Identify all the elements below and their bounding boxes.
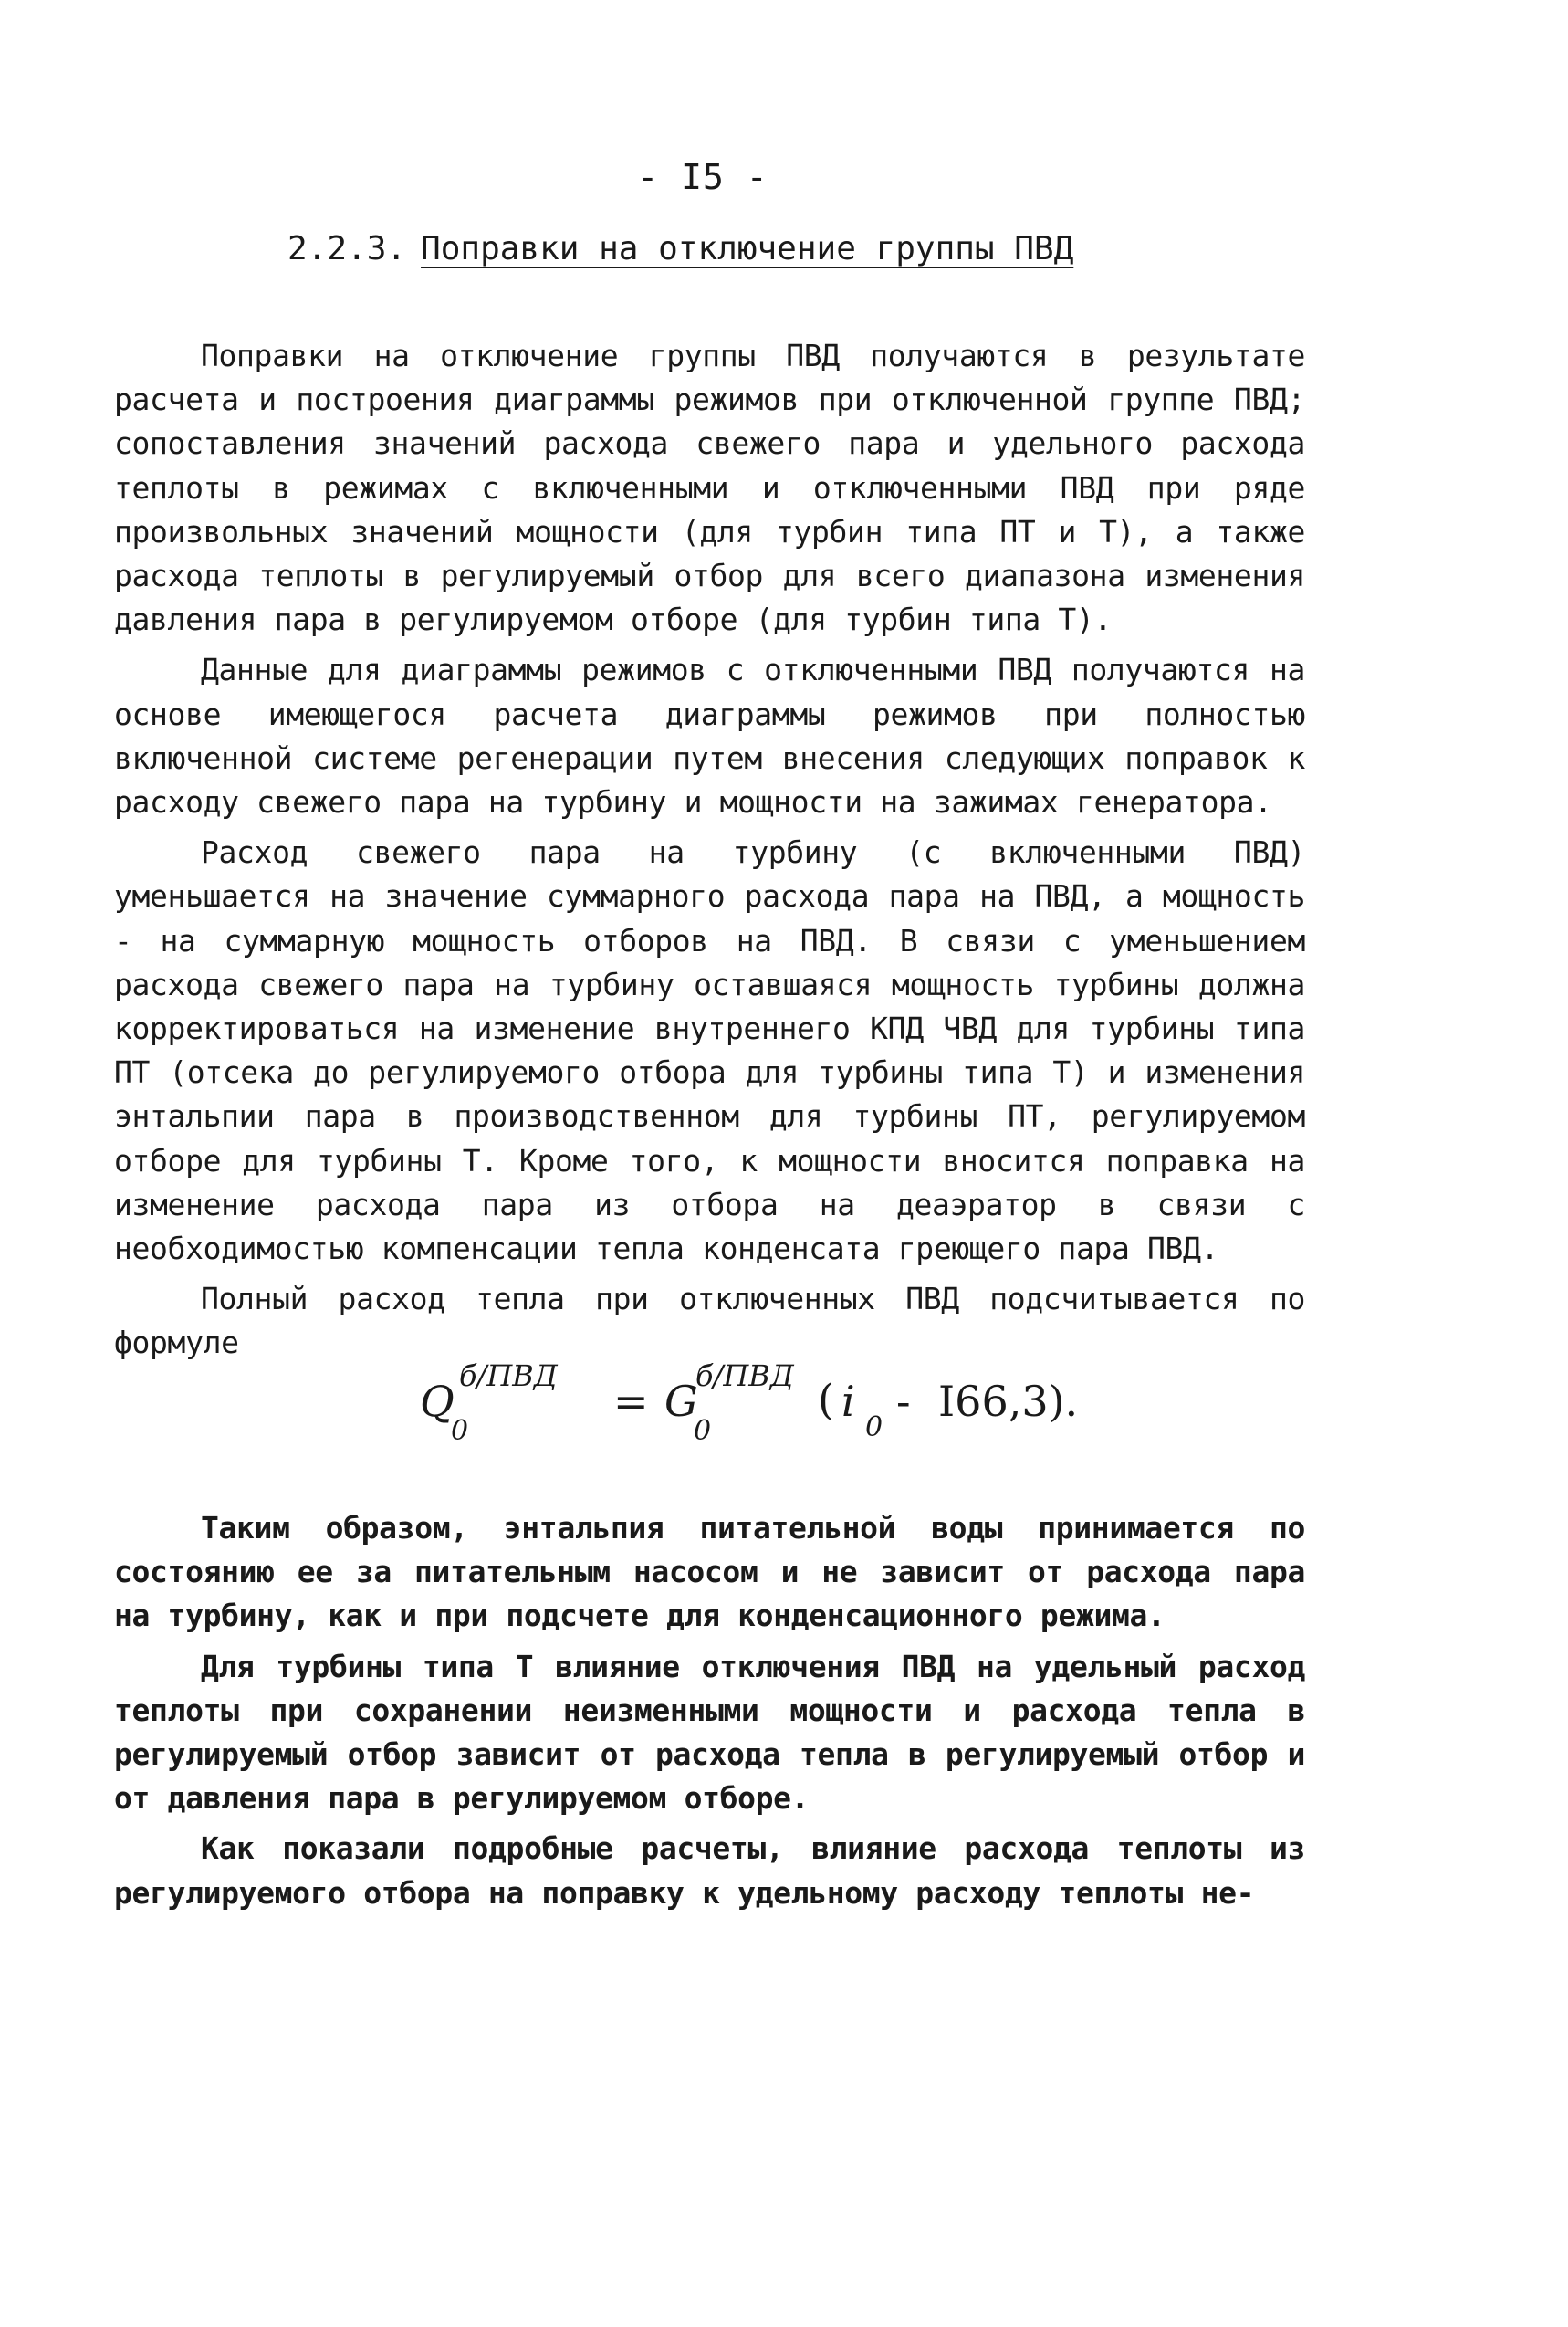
paragraph-1: Поправки на отключение группы ПВД получаются в результате расчета и построения диаграммы режимов при отключенной группе ПВД; сопоставления значений расхода свежего пара и удельного расхода теплоты в режимах с включенными и отключенными ПВД при ряде произвольных значений мощности (для турбин типа ПТ и Т), а также расхода теплоты в регулируемый отбор для всего диапазона изменения давления пара в регулируемом отборе (для турбин типа Т).: [114, 338, 1305, 638]
formula-q-symbol: Q: [420, 1377, 455, 1426]
section-heading: [287, 230, 1073, 267]
formula-g-symbol: G: [664, 1377, 698, 1426]
formula-open-paren: (: [818, 1375, 834, 1424]
paragraph-4: Полный расход тепла при отключенных ПВД подсчитывается по формуле: [114, 1281, 1305, 1361]
section-title: Поправки на отключение группы ПВД: [421, 230, 1074, 267]
page-number: - I5 -: [637, 157, 768, 197]
formula-q-subscript: 0: [451, 1415, 469, 1447]
formula-i-subscript: 0: [865, 1411, 883, 1443]
formula-constant: I66,3).: [938, 1377, 1079, 1426]
formula-minus: -: [896, 1377, 911, 1426]
formula-g-subscript: 0: [694, 1415, 712, 1447]
formula-q-superscript: б/ПВД: [459, 1358, 558, 1393]
formula-i-symbol: i: [841, 1377, 855, 1426]
paragraph-5: Таким образом, энтальпия питательной воды принимается по состоянию ее за питательным насосом и не зависит от расхода пара на турбину, как и при подсчете для конденсационного режима.: [114, 1510, 1305, 1634]
paragraph-3: Расход свежего пара на турбину (с включенными ПВД) уменьшается на значение суммарного расхода пара на ПВД, а мощность - на суммарную мощность отборов на ПВД. В связи с уменьшением расхода свежего пара на турбину оставшаяся мощность турбины должна корректироваться на изменение внутреннего КПД ЧВД для турбины типа ПТ (отсека до регулируемого отбора для турбины типа Т) и изменения энтальпии пара в производственном для турбины ПТ, регулируемом отборе для турбины Т. Кроме того, к мощности вносится поправка на изменение расхода пара из отбора на деаэратор в связи с необходимостью компенсации тепла конденсата греющего пара ПВД.: [114, 834, 1305, 1267]
paragraph-6: Для турбины типа Т влияние отключения ПВД на удельный расход теплоты при сохранении неизменными мощности и расхода тепла в регулируемый отбор зависит от расхода тепла в регулируемый отбор и от давления пара в регулируемом отборе.: [114, 1648, 1305, 1817]
text-block-upper: [114, 334, 1305, 1372]
section-number: 2.2.3.: [287, 230, 407, 267]
formula-equals: =: [613, 1377, 649, 1426]
paragraph-7: Как показали подробные расчеты, влияние расхода теплоты из регулируемого отбора на поправку к удельному расходу теплоты не-: [114, 1830, 1305, 1911]
formula: [420, 1358, 1113, 1468]
text-block-lower: [114, 1506, 1305, 1922]
paragraph-2: Данные для диаграммы режимов с отключенными ПВД получаются на основе имеющегося расчета диаграммы режимов при полностью включенной системе регенерации путем внесения следующих поправок к расходу свежего пара на турбину и мощности на зажимах генератора.: [114, 652, 1305, 821]
formula-g-superscript: б/ПВД: [695, 1358, 794, 1393]
